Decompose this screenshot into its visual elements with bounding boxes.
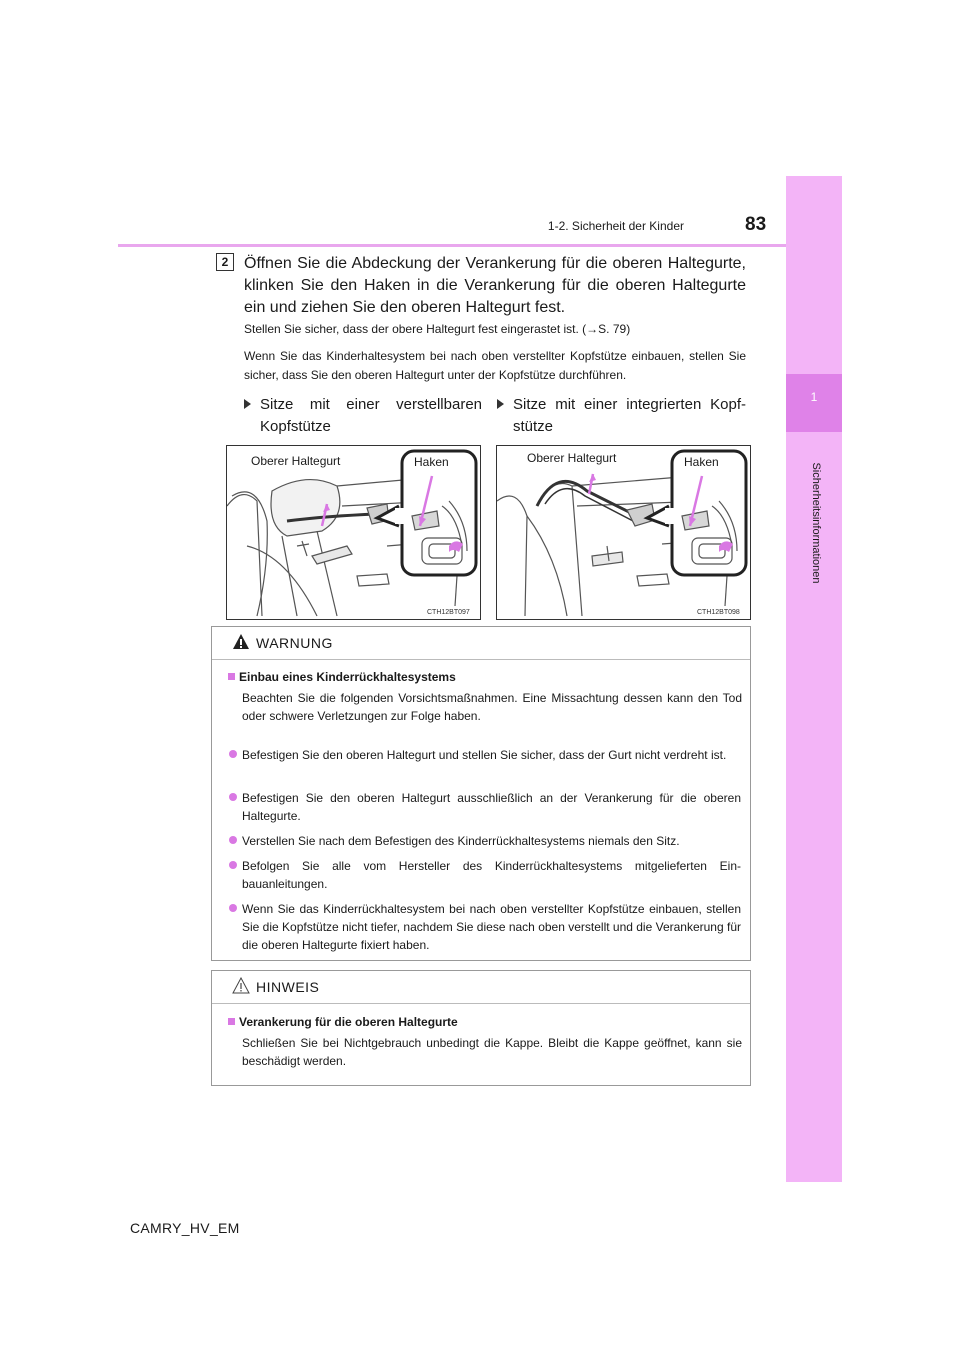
bullet-dot-icon	[229, 861, 237, 869]
bullet-dot-icon	[229, 904, 237, 912]
warning-bullet-text: Befestigen Sie den oberen Haltegurt ausschließlich an der Verankerung für die oberen Haltegurte.	[242, 791, 741, 823]
warning-bullet	[229, 900, 741, 954]
warning-title: WARNUNG	[256, 635, 333, 651]
step-note-1: Stellen Sie sicher, dass der obere Haltegurt fest eingerastet ist. (→S. 79)	[244, 322, 631, 336]
variant-heading-adjustable	[244, 394, 482, 438]
warning-bullet	[229, 746, 741, 764]
warning-bullet	[229, 789, 741, 825]
warning-bullet	[229, 832, 741, 850]
label-hook: Haken	[684, 455, 719, 469]
figure-code: CTH12BT097	[427, 609, 470, 616]
hint-text: Schließen Sie bei Nichtgebrauch unbedingt die Kappe. Bleibt die Kappe geöffnet, kann sie beschädigt werden.	[242, 1036, 742, 1068]
notice-triangle-icon	[232, 977, 250, 994]
chapter-number: 1	[810, 390, 818, 404]
warning-bullet-text: Befolgen Sie alle vom Hersteller des Kinderrückhaltesystems mitgelieferten Einbauanleitungen.	[242, 859, 741, 891]
hint-subheading-text: Verankerung für die oberen Haltegurte	[239, 1015, 458, 1029]
hint-title: HINWEIS	[256, 979, 320, 995]
section-title: 1-2. Sicherheit der Kinder	[547, 219, 684, 233]
label-upper-tether: Oberer Haltegurt	[527, 451, 617, 465]
variant-heading-text: Sitze mit einer verstellbaren Kopfstütze	[260, 396, 482, 435]
warning-bullet-text: Wenn Sie das Kinderrückhaltesystem bei nach oben verstellter Kopfstütze einbauen, stellen Sie die Kopfstütze nicht tiefer, nachdem Sie diese nach oben verstellt und die Verankerung für die oberen Haltegurte fixiert haben.	[242, 902, 741, 952]
square-bullet-icon	[228, 673, 235, 680]
step-number: 2	[216, 253, 234, 271]
hint-box	[211, 970, 751, 1086]
arrow-right-icon	[497, 399, 504, 409]
warning-triangle-icon	[232, 633, 250, 650]
bullet-dot-icon	[229, 750, 237, 758]
figure-code: CTH12BT098	[697, 609, 740, 616]
variant-heading-integrated	[497, 394, 746, 438]
warning-subheading	[228, 670, 456, 684]
hint-header	[212, 971, 750, 1004]
square-bullet-icon	[228, 1018, 235, 1025]
variant-heading-text: Sitze mit einer integrierten Kopfstütze	[513, 396, 746, 435]
footer-model: CAMRY_HV_EM	[130, 1220, 240, 1236]
label-upper-tether: Oberer Haltegurt	[251, 454, 341, 468]
arrow-right-icon	[244, 399, 251, 409]
warning-bullet-text: Befestigen Sie den oberen Haltegurt und stellen Sie sicher, dass der Gurt nicht verdreht ist.	[242, 748, 727, 762]
figure-integrated-headrest	[496, 445, 751, 620]
warning-header	[212, 627, 750, 660]
warning-box	[211, 626, 751, 961]
seat-illustration	[497, 446, 750, 619]
figure-adjustable-headrest	[226, 445, 481, 620]
bullet-dot-icon	[229, 793, 237, 801]
warning-bullet	[229, 857, 741, 893]
step-text: Öffnen Sie die Abdeckung der Verankerung für die oberen Haltegurte, klinken Sie den Haken in die Verankerung für die oberen Haltegurte ein und ziehen Sie den oberen Haltegurt fest.	[244, 255, 746, 316]
bullet-dot-icon	[229, 836, 237, 844]
hint-subheading	[228, 1015, 458, 1029]
warning-bullet-text: Verstellen Sie nach dem Befestigen des Kinderrückhaltesystems niemals den Sitz.	[242, 834, 680, 848]
warning-intro: Beachten Sie die folgenden Vorsichtsmaßnahmen. Eine Missachtung dessen kann den Tod oder schwere Verletzungen zur Folge haben.	[242, 691, 742, 723]
seat-illustration	[227, 446, 480, 619]
page-number: 83	[745, 214, 767, 235]
side-tab	[786, 176, 842, 1182]
side-tab-label: Sicherheitsinformationen	[810, 462, 822, 584]
step-note-2: Wenn Sie das Kinderhaltesystem bei nach oben verstellter Kopfstütze einbauen, stellen Sie sicher, dass Sie den oberen Haltegurt unter der Kopfstütze durchführen.	[244, 349, 746, 382]
label-hook: Haken	[414, 455, 449, 469]
header-rule	[118, 244, 786, 247]
warning-subheading-text: Einbau eines Kinderrückhaltesystems	[239, 670, 456, 684]
